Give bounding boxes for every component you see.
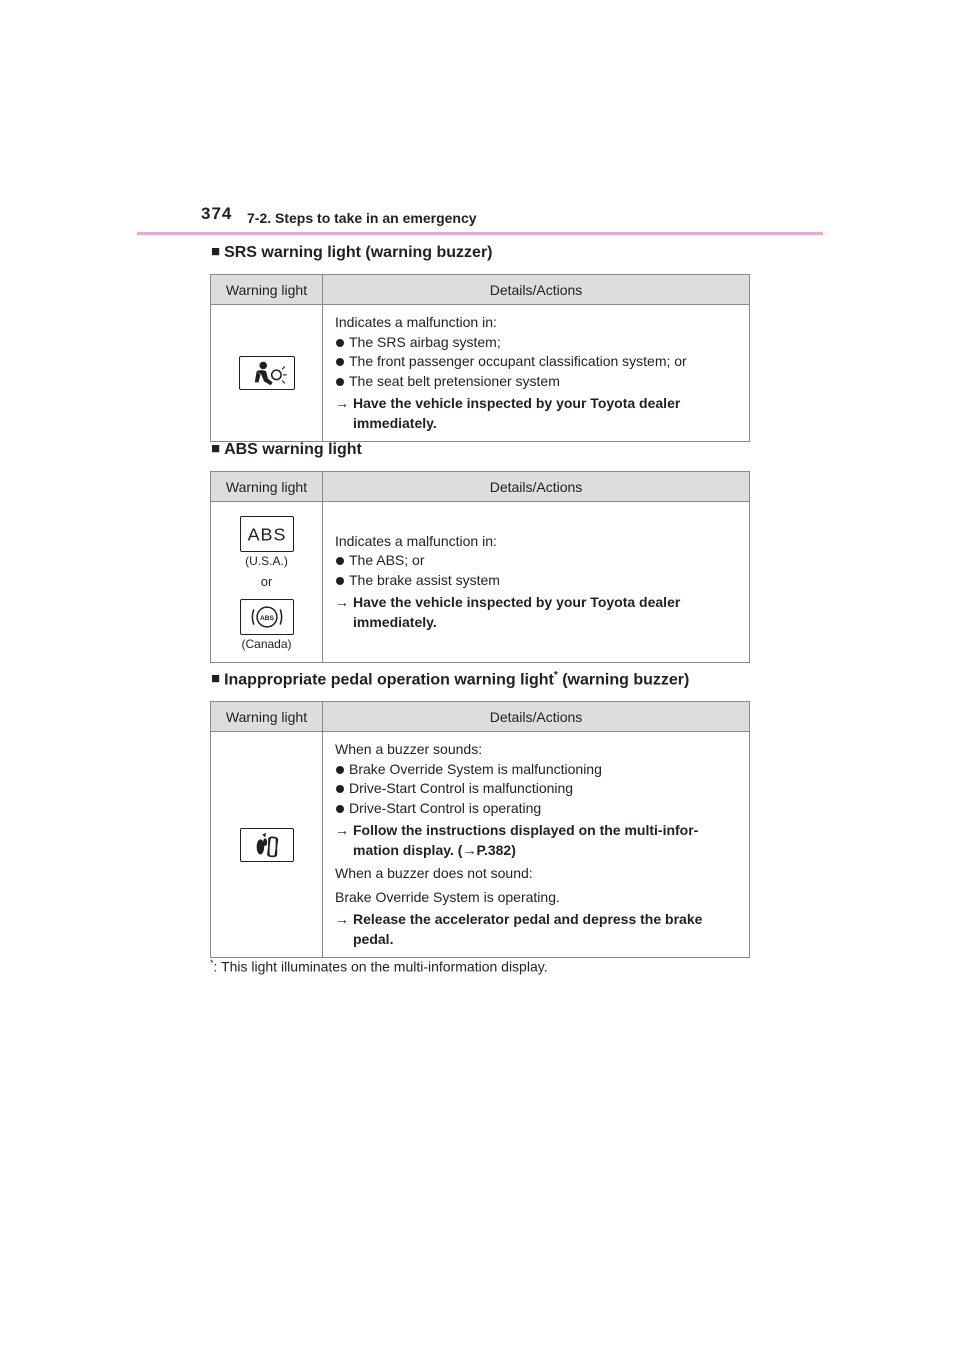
abs-text-icon [240,516,294,552]
label-usa: (U.S.A.) [245,553,288,568]
col-warning-light: Warning light [211,472,323,502]
pedal-details: When a buzzer sounds: Brake Override System is malfunctioning Drive-Start Control is malfunctioning Drive-Start Control is operating → Follow the instructions displayed on the multi-infor- mation display. (→P.382) When a buzzer does not sound: Brake Override System is operating. → Release the accelerator pedal and depress the brake pedal. [323,732,750,958]
list-item: Brake Override System is malfunctioning [335,760,743,780]
srs-table [210,274,750,442]
page-number: 374 [201,204,233,223]
col-warning-light: Warning light [211,702,323,732]
label-or: or [260,573,273,589]
svg-text:ABS: ABS [259,614,274,622]
chapter-title: 7-2. Steps to take in an emergency [247,210,477,226]
label-canada: (Canada) [241,636,292,651]
list-item: Drive-Start Control is malfunctioning [335,779,743,799]
action-text: → Have the vehicle inspected by your Toyota dealer immediately. [335,395,681,431]
abs-details: Indicates a malfunction in: The ABS; or The brake assist system → Have the vehicle inspected by your Toyota dealer immediately. [323,502,750,663]
arrow-icon: → [335,594,349,611]
abs-circle-icon [240,599,294,635]
page-reference: P.382) [476,841,516,858]
col-details-actions: Details/Actions [323,702,750,732]
header-rule [137,232,823,235]
list-item: The brake assist system [335,571,743,591]
svg-text:ABS: ABS [247,524,286,545]
list-item: The seat belt pretensioner system [335,372,743,392]
arrow-icon: → [462,841,477,858]
page-header [0,0,960,240]
col-details-actions: Details/Actions [323,472,750,502]
section-title-abs: ■ ABS warning light [211,440,362,458]
square-bullet-icon: ■ [211,670,221,688]
arrow-icon: → [335,911,349,927]
arrow-icon: → [335,822,349,838]
srs-airbag-icon [239,356,295,390]
pedal-operation-icon [240,828,294,862]
abs-table [210,471,750,663]
list-item: The SRS airbag system; [335,333,743,353]
col-warning-light: Warning light [211,275,323,305]
section-title-srs: ■ SRS warning light (warning buzzer) [211,243,493,261]
pedal-table [210,701,750,958]
srs-details: Indicates a malfunction in: The SRS airbag system; The front passenger occupant classification system; or The seat belt pretensioner system → Have the vehicle inspected by your Toyota dealer immediately. [323,305,750,442]
action-text: → Have the vehicle inspected by your Toyota dealer immediately. [335,594,681,630]
section-title-pedal: ■ Inappropriate pedal operation warning light* (warning buzzer) [211,670,690,689]
list-item: The ABS; or [335,551,743,571]
square-bullet-icon: ■ [211,440,221,457]
action-text: → Release the accelerator pedal and depress the brake pedal. [335,911,703,947]
list-item: The front passenger occupant classification system; or [335,352,743,372]
arrow-icon: → [335,395,349,411]
list-item: Drive-Start Control is operating [335,799,743,819]
action-text: → Follow the instructions displayed on the multi-infor- mation display. (→P.382) [335,822,699,858]
col-details-actions: Details/Actions [323,275,750,305]
square-bullet-icon: ■ [211,243,221,260]
footnote: *: This light illuminates on the multi-information display. [210,958,548,975]
